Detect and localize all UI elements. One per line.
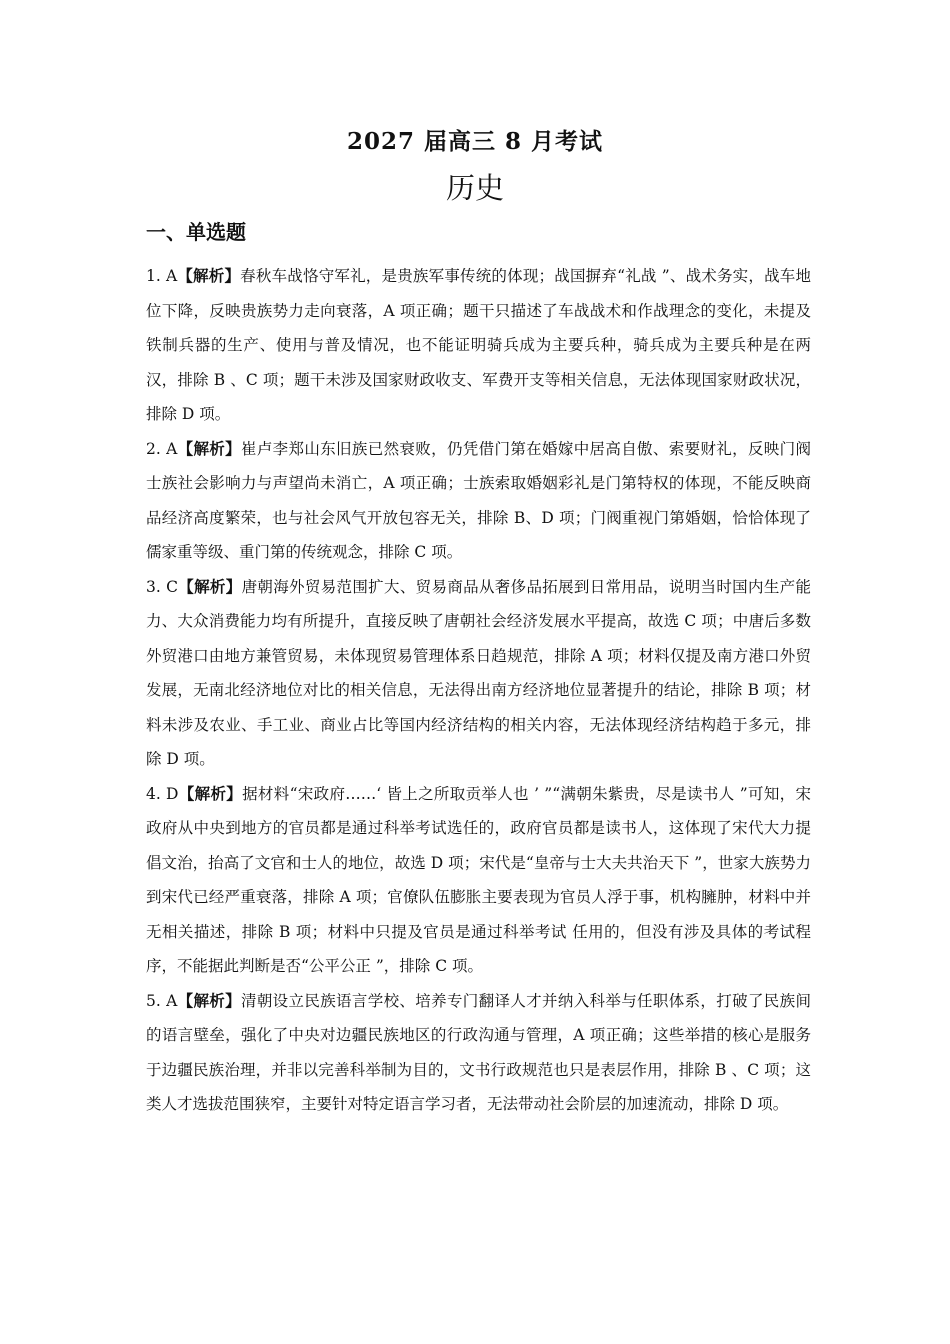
section-heading: 一、单选题 bbox=[146, 220, 246, 244]
subject-title: 历史 bbox=[445, 171, 504, 205]
exam-title: 2027 届高三 8 月考试 bbox=[346, 128, 604, 155]
analysis-tag: 【解析】 bbox=[178, 783, 243, 803]
answer-letter: A bbox=[166, 991, 178, 1010]
answer-number: 4. bbox=[146, 784, 161, 803]
answer-letter: A bbox=[166, 439, 178, 458]
answer-number: 3. bbox=[146, 577, 161, 596]
answer-list bbox=[146, 259, 811, 1122]
analysis-text: 春秋车战恪守军礼，是贵族军事传统的体现；战国摒弃“礼战 ”、战术务实，战车地位下降，反映贵族势力走向衰落，A 项正确；题干只描述了车战战术和作战理念的变化，未提及铁制兵器的生产、使用与普及情况，也不能证明骑兵成为主要兵种，骑兵成为主要兵种是在两汉，排除 B 、C 项；题干未涉及国家财政收支、军费开支等相关信息，无法体现国家财政状况，排除 D 项。 bbox=[146, 267, 811, 423]
analysis-text: 清朝设立民族语言学校、培养专门翻译人才并纳入科举与任职体系，打破了民族间的语言壁垒，强化了中央对边疆民族地区的行政沟通与管理，A 项正确；这些举措的核心是服务于边疆民族治理，并非以完善科举制为目的，文书行政规范也只是表层作用，排除 B 、C 项；这类人才选拔范围狭窄，主要针对特定语言学习者，无法带动社会阶层的加速流动，排除 D 项。 bbox=[146, 991, 811, 1113]
answer-item-4 bbox=[146, 777, 811, 984]
analysis-text: 崔卢李郑山东旧族已然衰败，仍凭借门第在婚嫁中居高自傲、索要财礼，反映门阀士族社会影响力与声望尚未消亡，A 项正确；士族索取婚姻彩礼是门第特权的体现，不能反映商品经济高度繁荣，也与社会风气开放包容无关，排除 B、D 项；门阀重视门第婚姻，恰恰体现了儒家重等级、重门第的传统观念，排除 C 项。 bbox=[146, 439, 811, 561]
answer-item-2 bbox=[146, 432, 811, 570]
answer-number: 2. bbox=[146, 439, 161, 458]
answer-letter: A bbox=[165, 267, 178, 285]
answer-item-5 bbox=[146, 984, 811, 1122]
analysis-tag: 【解析】 bbox=[177, 438, 241, 458]
analysis-tag: 【解析】 bbox=[177, 990, 241, 1010]
answer-number: 1. bbox=[146, 267, 161, 285]
analysis-tag: 【解析】 bbox=[177, 576, 242, 596]
answer-letter: D bbox=[166, 784, 179, 803]
answer-letter: C bbox=[166, 577, 178, 596]
analysis-text: 据材料“宋政府……‘ 皆上之所取贡举人也 ’ ”“满朝朱紫贵，尽是读书人 ”可知，宋政府从中央到地方的官员都是通过科举考试选任的，政府官员都是读书人，这体现了宋代大力提倡文治，抬高了文官和士人的地位，故选 D 项；宋代是“皇帝与士大夫共治天下 ”，世家大族势力到宋代已经严重衰落，排除 A 项；官僚队伍膨胀主要表现为官员人浮于事，机构臃肿，材料中并无相关描述，排除 B 项；材料中只提及官员是通过科举考试 任用的，但没有涉及具体的考试程序，不能据此判断是否“公平公正 ”，排除 C 项。 bbox=[146, 784, 811, 975]
answer-number: 5. bbox=[146, 991, 161, 1010]
analysis-tag: 【解析】 bbox=[177, 266, 241, 285]
analysis-text: 唐朝海外贸易范围扩大、贸易商品从奢侈品拓展到日常用品，说明当时国内生产能力、大众消费能力均有所提升，直接反映了唐朝社会经济发展水平提高，故选 C 项；中唐后多数外贸港口由地方兼管贸易，未体现贸易管理体系日趋规范，排除 A 项；材料仅提及南方港口外贸发展，无南北经济地位对比的相关信息，无法得出南方经济地位显著提升的结论，排除 B 项；材料未涉及农业、手工业、商业占比等国内经济结构的相关内容，无法体现经济结构趋于多元，排除 D 项。 bbox=[146, 577, 811, 768]
answer-item-1 bbox=[146, 259, 811, 432]
answer-item-3 bbox=[146, 570, 811, 777]
